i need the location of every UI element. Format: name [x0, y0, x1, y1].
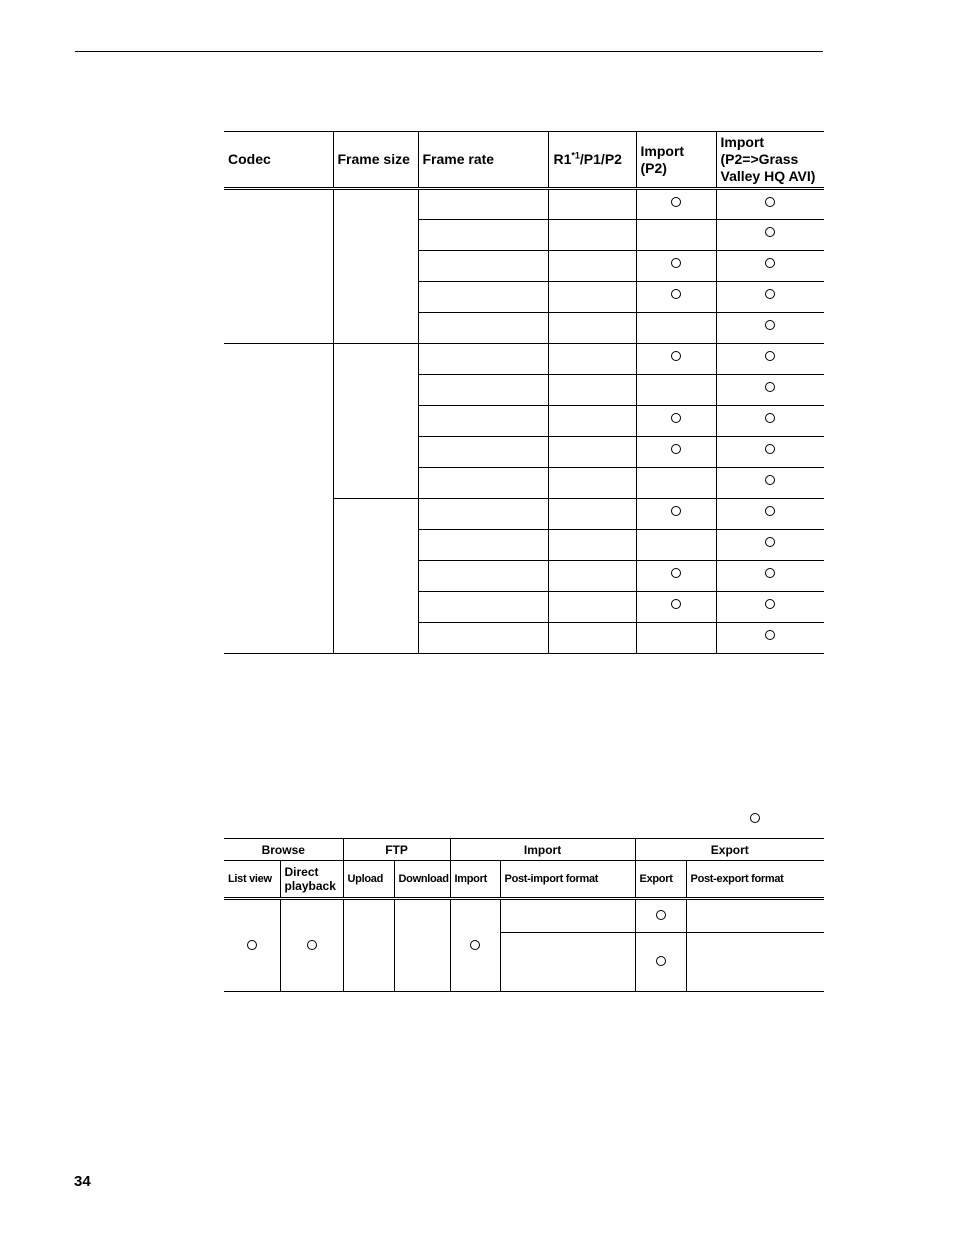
frame-rate-cell — [418, 344, 548, 375]
header-frame-size: Frame size — [333, 132, 418, 189]
col-list-view: List view — [224, 861, 280, 899]
circle-icon — [765, 537, 775, 547]
import-avi-cell — [716, 220, 824, 251]
import-avi-cell — [716, 561, 824, 592]
frame-rate-cell — [418, 468, 548, 499]
frame-rate-cell — [418, 623, 548, 654]
cell-import — [450, 899, 500, 992]
r1-cell — [548, 251, 636, 282]
cell-post-import-format-1 — [500, 899, 635, 933]
import-p2-cell — [636, 189, 716, 220]
circle-icon — [671, 289, 681, 299]
codec-cell-2 — [224, 344, 333, 654]
frame-rate-cell — [418, 592, 548, 623]
header-import-p2: Import (P2) — [636, 132, 716, 189]
frame-rate-cell — [418, 251, 548, 282]
col-import: Import — [450, 861, 500, 899]
r1-cell — [548, 623, 636, 654]
import-avi-cell — [716, 251, 824, 282]
import-p2-cell — [636, 344, 716, 375]
r1-cell — [548, 499, 636, 530]
frame-rate-cell — [418, 530, 548, 561]
circle-icon — [671, 506, 681, 516]
circle-icon — [307, 940, 317, 950]
header-rule — [75, 51, 823, 52]
import-p2-cell — [636, 592, 716, 623]
group-ftp: FTP — [343, 839, 450, 861]
frame-rate-cell — [418, 282, 548, 313]
cell-list-view — [224, 899, 280, 992]
frame-rate-cell — [418, 561, 548, 592]
frame-rate-cell — [418, 375, 548, 406]
circle-icon — [765, 351, 775, 361]
circle-icon — [656, 910, 666, 920]
circle-icon — [671, 413, 681, 423]
r1-suffix: /P1/P2 — [579, 151, 622, 167]
import-p2-cell — [636, 561, 716, 592]
cell-download — [394, 899, 450, 992]
r1-cell — [548, 189, 636, 220]
r1-cell — [548, 468, 636, 499]
header-r1-p1-p2 — [548, 132, 636, 189]
col-upload: Upload — [343, 861, 394, 899]
import-avi-cell — [716, 406, 824, 437]
col-post-import-format: Post-import format — [500, 861, 635, 899]
cell-export-2 — [635, 933, 686, 992]
frame-rate-cell — [418, 189, 548, 220]
circle-icon — [671, 444, 681, 454]
import-p2-cell — [636, 251, 716, 282]
circle-icon — [671, 258, 681, 268]
frame-size-cell-3 — [333, 499, 418, 654]
circle-icon — [765, 382, 775, 392]
import-avi-cell — [716, 189, 824, 220]
import-p2-cell — [636, 220, 716, 251]
r1-prefix: R1 — [553, 151, 572, 167]
circle-icon — [765, 444, 775, 454]
feature-support-table — [224, 838, 824, 992]
codec-support-table — [224, 131, 824, 654]
circle-icon — [765, 320, 775, 330]
import-p2-cell — [636, 437, 716, 468]
import-avi-cell — [716, 468, 824, 499]
frame-rate-cell — [418, 313, 548, 344]
circle-icon — [671, 599, 681, 609]
import-avi-cell — [716, 375, 824, 406]
cell-post-export-format-2 — [686, 933, 824, 992]
legend-circle-icon — [750, 813, 760, 823]
r1-cell — [548, 344, 636, 375]
circle-icon — [765, 413, 775, 423]
circle-icon — [765, 475, 775, 485]
frame-size-cell-2 — [333, 344, 418, 499]
header-codec: Codec — [224, 132, 333, 189]
import-p2-cell — [636, 530, 716, 561]
import-avi-cell — [716, 530, 824, 561]
import-p2-cell — [636, 313, 716, 344]
header-import-avi: Import (P2=>Grass Valley HQ AVI) — [716, 132, 824, 189]
circle-icon — [765, 258, 775, 268]
col-download: Download — [394, 861, 450, 899]
col-direct-playback: Direct playback — [280, 861, 343, 899]
circle-icon — [765, 599, 775, 609]
cell-post-import-format-2 — [500, 933, 635, 992]
import-p2-cell — [636, 375, 716, 406]
r1-cell — [548, 406, 636, 437]
cell-export-1 — [635, 899, 686, 933]
import-avi-cell — [716, 344, 824, 375]
import-p2-cell — [636, 468, 716, 499]
r1-cell — [548, 282, 636, 313]
page-number: 34 — [74, 1173, 91, 1190]
circle-icon — [765, 630, 775, 640]
group-browse: Browse — [224, 839, 343, 861]
circle-icon — [656, 956, 666, 966]
frame-size-cell-1 — [333, 189, 418, 344]
import-avi-cell — [716, 623, 824, 654]
group-export: Export — [635, 839, 824, 861]
import-p2-cell — [636, 282, 716, 313]
header-frame-rate: Frame rate — [418, 132, 548, 189]
circle-icon — [470, 940, 480, 950]
cell-post-export-format-1 — [686, 899, 824, 933]
circle-icon — [247, 940, 257, 950]
circle-icon — [671, 351, 681, 361]
cell-upload — [343, 899, 394, 992]
circle-icon — [765, 289, 775, 299]
r1-cell — [548, 530, 636, 561]
frame-rate-cell — [418, 499, 548, 530]
import-avi-cell — [716, 313, 824, 344]
col-post-export-format: Post-export format — [686, 861, 824, 899]
r1-cell — [548, 313, 636, 344]
codec-cell-1 — [224, 189, 333, 344]
circle-icon — [671, 568, 681, 578]
group-import: Import — [450, 839, 635, 861]
import-avi-cell — [716, 437, 824, 468]
cell-direct-playback — [280, 899, 343, 992]
r1-cell — [548, 437, 636, 468]
circle-icon — [671, 197, 681, 207]
circle-icon — [765, 506, 775, 516]
circle-icon — [765, 568, 775, 578]
import-p2-cell — [636, 623, 716, 654]
import-avi-cell — [716, 592, 824, 623]
circle-icon — [765, 227, 775, 237]
col-export: Export — [635, 861, 686, 899]
import-avi-cell — [716, 499, 824, 530]
import-avi-cell — [716, 282, 824, 313]
r1-cell — [548, 592, 636, 623]
import-p2-cell — [636, 499, 716, 530]
r1-cell — [548, 375, 636, 406]
frame-rate-cell — [418, 437, 548, 468]
import-p2-cell — [636, 406, 716, 437]
r1-cell — [548, 561, 636, 592]
frame-rate-cell — [418, 220, 548, 251]
frame-rate-cell — [418, 406, 548, 437]
r1-cell — [548, 220, 636, 251]
footnote-ref: *1 — [571, 150, 580, 161]
circle-icon — [765, 197, 775, 207]
